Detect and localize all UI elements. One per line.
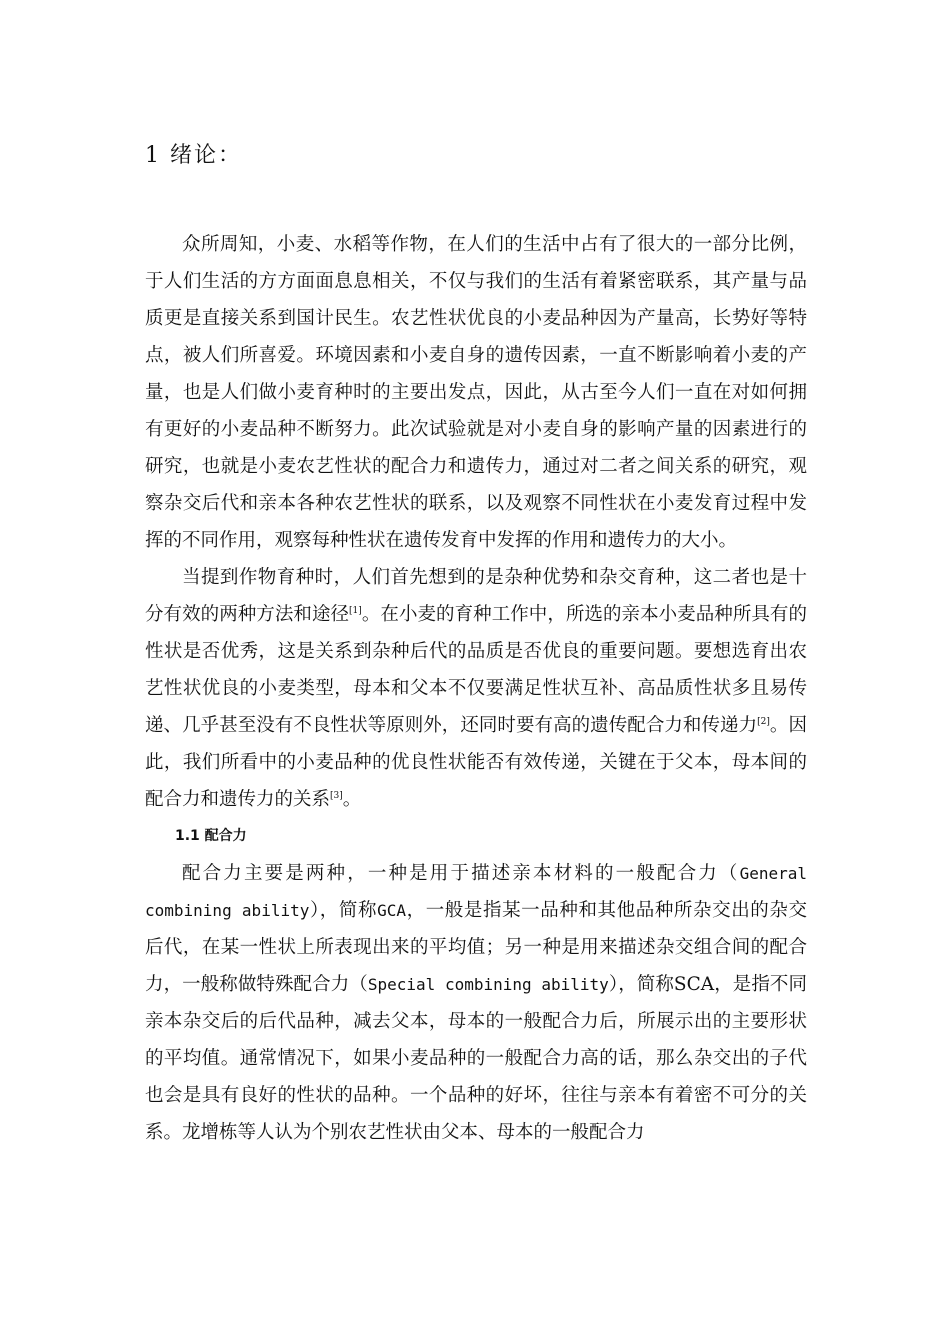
paragraph-text: 当提到作物育种时，人们首先想到的是杂种优势和杂交育种，这二者也是十分有效的两种方法和途径 [145, 567, 807, 625]
paragraph-text: 。因此，我们所看中的小麦品种的优良性状能否有效传递，关键在于父本，母本间的配合力和遗传力的关系 [145, 715, 807, 810]
citation-ref: [1] [349, 605, 362, 616]
paragraph-text: ，是指不同亲本杂交后的后代品种，减去父本，母本的一般配合力后，所展示出的主要形状的平均值。通常情况下，如果小麦品种的一般配合力高的话，那么杂交出的子代也会是具有良好的性状的品种。一个品种的好坏，往往与亲本有着密不可分的关系。龙增栋等人认为个别农艺性状由父本、母本的一般配合力 [145, 974, 807, 1143]
paragraph-intro: 众所周知，小麦、水稻等作物，在人们的生活中占有了很大的一部分比例，于人们生活的方方面面息息相关，不仅与我们的生活有着紧密联系，其产量与品质更是直接关系到国计民生。农艺性状优良的小麦品种因为产量高，长势好等特点，被人们所喜爱。环境因素和小麦自身的遗传因素，一直不断影响着小麦的产量，也是人们做小麦育种时的主要出发点，因此，从古至今人们一直在对如何拥有更好的小麦品种不断努力。此次试验就是对小麦自身的影响产量的因素进行的研究，也就是小麦农艺性状的配合力和遗传力，通过对二者之间关系的研究，观察杂交后代和亲本各种农艺性状的联系，以及观察不同性状在小麦发育过程中发挥的不同作用，观察每种性状在遗传发育中发挥的作用和遗传力的大小。 [145, 234, 807, 551]
paragraph-text: ），简称 [309, 900, 378, 921]
abbreviation: SCA [673, 974, 715, 995]
section-heading: 1.1 配合力 [175, 828, 247, 844]
citation-ref: [2] [757, 716, 770, 727]
paragraph-text: 配合力主要是两种，一种是用于描述亲本材料的一般配合力（ [182, 863, 740, 884]
english-term: Special combining ability [367, 975, 609, 994]
chapter-title: 1 绪论： [145, 143, 242, 168]
paragraph-text: ），简称 [608, 974, 674, 995]
english-term: General combining ability [145, 864, 807, 920]
paragraph-text: 。 [342, 789, 362, 810]
paragraph-breeding [145, 559, 807, 818]
body-text [145, 226, 807, 1151]
citation-ref: [3] [330, 790, 343, 801]
paragraph-text: ，一般是指某一品种和其他品种所杂交出的杂交后代，在某一性状上所表现出来的平均值；另一种是用来描述杂交组合间的配合力，一般称做特殊配合力（ [145, 900, 807, 995]
abbreviation: GCA [377, 901, 406, 920]
paragraph-text: 。在小麦的育种工作中，所选的亲本小麦品种所具有的性状是否优秀，这是关系到杂种后代的品质是否优良的重要问题。要想选育出农艺性状优良的小麦类型，母本和父本不仅要满足性状互补、高品质性状多且易传递、几乎甚至没有不良性状等原则外，还同时要有高的遗传配合力和传递力 [145, 604, 807, 736]
paragraph-combining-ability [145, 855, 807, 1151]
